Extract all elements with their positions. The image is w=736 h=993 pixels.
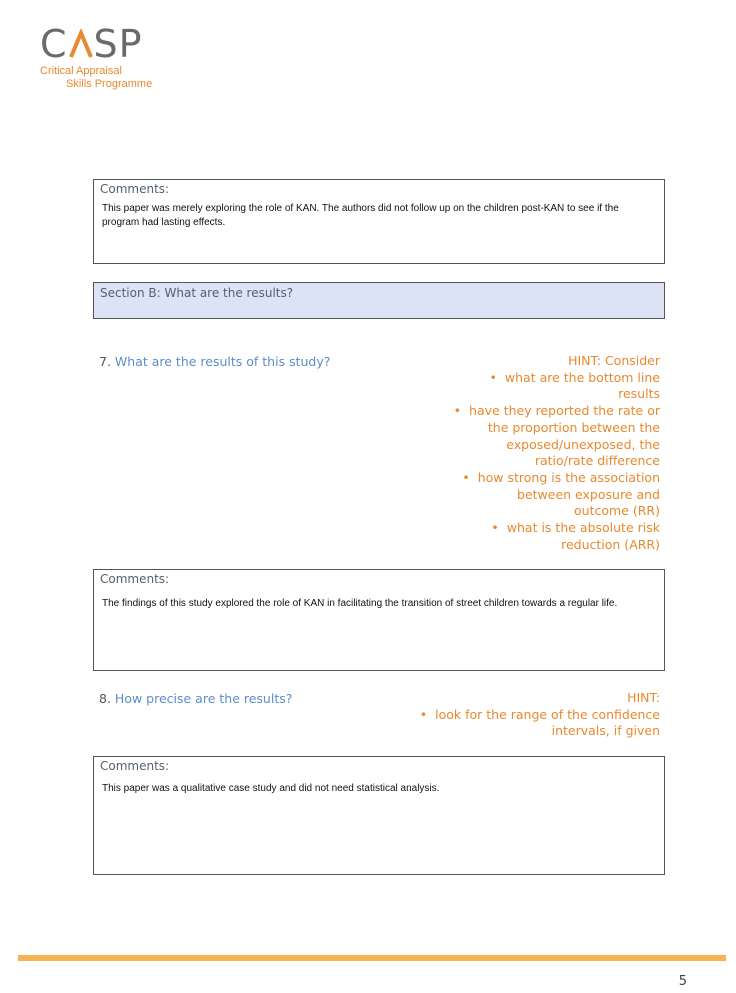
hint-line: what are the bottom line (504, 369, 660, 385)
hint-line: have they reported the rate or (469, 403, 660, 419)
bullet-icon: • (462, 469, 470, 485)
question-7-hint (454, 353, 660, 553)
logo-line-1: Critical Appraisal (40, 65, 122, 77)
hint-item (454, 403, 660, 470)
hint-line: outcome (RR) (574, 503, 660, 519)
hint-line: exposed/unexposed, the (506, 436, 660, 452)
comment-box-2[interactable] (93, 569, 665, 671)
hint-item (454, 520, 660, 553)
hint-line: results (618, 386, 660, 402)
hint-line: between exposure and (517, 486, 660, 502)
hint-list (454, 370, 660, 554)
footer-bar (18, 955, 726, 961)
question-8-text: How precise are the results? (114, 691, 293, 706)
section-b-header (93, 282, 665, 319)
logo-letters-sp: SP (93, 22, 143, 66)
bullet-icon: • (489, 369, 497, 385)
comment-text: The findings of this study explored the role of KAN in facilitating the transition of street children towards a regular life. (102, 598, 618, 609)
question-8-number: 8. (99, 691, 111, 706)
hint-item (454, 470, 660, 520)
bullet-icon: • (453, 403, 462, 419)
casp-logo (40, 22, 170, 92)
hint-line: look for the range of the confidence (435, 706, 660, 722)
logo-wordmark (40, 22, 143, 66)
question-8-hint (420, 690, 660, 740)
logo-chevron-icon (68, 29, 94, 59)
section-b-title: Section B: What are the results? (100, 286, 294, 300)
logo-letter-c: C (40, 22, 68, 66)
hint-list (420, 707, 660, 740)
hint-title: HINT: Consider (568, 353, 660, 368)
question-7 (99, 354, 330, 369)
comment-text: This paper was a qualitative case study and did not need statistical analysis. (102, 783, 440, 794)
question-8 (99, 691, 292, 706)
hint-line: reduction (ARR) (561, 536, 660, 552)
hint-item (454, 370, 660, 403)
hint-line: ratio/rate difference (534, 453, 660, 469)
comment-box-1[interactable] (93, 179, 665, 264)
hint-line: the proportion between the (487, 419, 660, 435)
hint-line: what is the absolute risk (506, 520, 660, 536)
comment-box-3[interactable] (93, 756, 665, 875)
bullet-icon: • (491, 520, 499, 536)
comment-label: Comments: (100, 182, 170, 196)
hint-line: intervals, if given (551, 723, 660, 739)
page-number: 5 (678, 974, 687, 989)
hint-line: how strong is the association (477, 469, 660, 485)
hint-item (420, 707, 660, 740)
bullet-icon: • (419, 706, 428, 722)
logo-line-2: Skills Programme (66, 78, 153, 90)
hint-title: HINT: (627, 690, 660, 705)
comment-label: Comments: (100, 759, 170, 773)
comment-text: This paper was merely exploring the role of KAN. The authors did not follow up on the children post-KAN to see if the program had lasting effects. (102, 203, 619, 228)
comment-label: Comments: (100, 572, 170, 586)
question-7-number: 7. (99, 354, 111, 369)
question-7-text: What are the results of this study? (114, 354, 331, 369)
